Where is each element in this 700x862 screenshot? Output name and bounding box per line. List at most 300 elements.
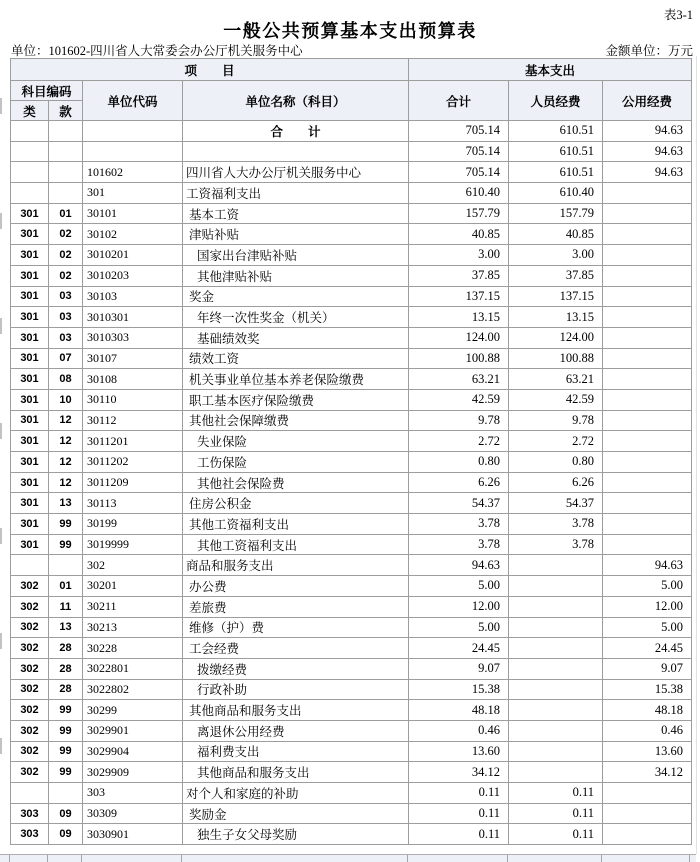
cell-class	[11, 783, 49, 804]
table-row	[11, 762, 692, 783]
cell-total: 0.11	[409, 824, 509, 845]
cell-public-expense	[603, 493, 692, 514]
cell-unit-name: 奖励金	[183, 803, 409, 824]
header-basic-expenditure: 基本支出	[409, 59, 692, 81]
cell-class: 301	[11, 389, 49, 410]
cell-personnel-expense	[509, 679, 603, 700]
cell-personnel-expense: 63.21	[509, 369, 603, 390]
cell-section: 12	[49, 431, 83, 452]
cell-public-expense: 9.07	[603, 658, 692, 679]
cell-public-expense: 34.12	[603, 762, 692, 783]
cell-class	[11, 121, 49, 142]
cell-class: 303	[11, 803, 49, 824]
cell-class: 302	[11, 762, 49, 783]
table-row	[11, 183, 692, 204]
cell-section: 03	[49, 327, 83, 348]
cell-section: 01	[49, 203, 83, 224]
cell-class: 301	[11, 472, 49, 493]
header-section: 款	[49, 101, 83, 121]
left-edge-grid-artifact	[0, 98, 2, 114]
cell-public-expense: 48.18	[603, 700, 692, 721]
table-row	[11, 286, 692, 307]
cell-total: 705.14	[409, 162, 509, 183]
cell-unit-code: 3010301	[83, 307, 183, 328]
cell-unit-name: 国家出台津贴补贴	[183, 245, 409, 266]
table-row	[11, 617, 692, 638]
cell-unit-code: 3029901	[83, 720, 183, 741]
cell-unit-name: 奖金	[183, 286, 409, 307]
cell-personnel-expense	[509, 658, 603, 679]
table-header	[11, 59, 692, 121]
header-subject-code: 科目编码	[11, 81, 83, 101]
cell-class: 302	[11, 679, 49, 700]
cell-unit-code: 301	[83, 183, 183, 204]
cell-total: 157.79	[409, 203, 509, 224]
cell-personnel-expense: 610.51	[509, 162, 603, 183]
cell-total: 5.00	[409, 576, 509, 597]
cell-public-expense	[603, 265, 692, 286]
cell-unit-name: 年终一次性奖金（机关）	[183, 307, 409, 328]
cropped-row-column-stub	[407, 855, 408, 862]
cell-total: 9.78	[409, 410, 509, 431]
cell-public-expense: 94.63	[603, 121, 692, 142]
cell-public-expense	[603, 307, 692, 328]
cell-class: 301	[11, 224, 49, 245]
table-row	[11, 679, 692, 700]
cell-unit-code: 30107	[83, 348, 183, 369]
cell-unit-code: 3010303	[83, 327, 183, 348]
cell-section: 28	[49, 638, 83, 659]
left-edge-grid-artifact	[0, 738, 2, 754]
cell-total: 124.00	[409, 327, 509, 348]
cell-unit-name: 离退休公用经费	[183, 720, 409, 741]
cell-total: 2.72	[409, 431, 509, 452]
cell-public-expense	[603, 783, 692, 804]
cell-personnel-expense: 0.11	[509, 824, 603, 845]
cell-personnel-expense	[509, 700, 603, 721]
cell-unit-name: 基本工资	[183, 203, 409, 224]
cell-public-expense: 94.63	[603, 555, 692, 576]
table-row	[11, 783, 692, 804]
table-row	[11, 472, 692, 493]
header-personnel-expense: 人员经费	[509, 81, 603, 121]
cell-unit-code: 3011209	[83, 472, 183, 493]
table-row	[11, 493, 692, 514]
cell-class: 301	[11, 514, 49, 535]
cell-unit-code: 30113	[83, 493, 183, 514]
cell-unit-code: 303	[83, 783, 183, 804]
cell-public-expense: 94.63	[603, 162, 692, 183]
cell-personnel-expense: 13.15	[509, 307, 603, 328]
cell-section: 12	[49, 452, 83, 473]
left-edge-grid-artifact	[0, 423, 2, 439]
cell-total: 34.12	[409, 762, 509, 783]
cell-unit-code: 30201	[83, 576, 183, 597]
cell-section: 03	[49, 286, 83, 307]
right-edge-grid-artifact	[696, 56, 697, 854]
cell-public-expense	[603, 514, 692, 535]
cell-personnel-expense	[509, 596, 603, 617]
cell-public-expense	[603, 410, 692, 431]
cell-class: 303	[11, 824, 49, 845]
cropped-row-column-stub	[181, 855, 182, 862]
header-class: 类	[11, 101, 49, 121]
cell-personnel-expense: 610.51	[509, 141, 603, 162]
cell-total: 48.18	[409, 700, 509, 721]
cell-unit-name: 工会经费	[183, 638, 409, 659]
cell-unit-code: 3010203	[83, 265, 183, 286]
cropped-row-column-stub	[9, 855, 10, 862]
cell-section: 28	[49, 679, 83, 700]
cell-class: 301	[11, 534, 49, 555]
cell-section: 10	[49, 389, 83, 410]
table-row	[11, 514, 692, 535]
cell-public-expense	[603, 534, 692, 555]
cell-public-expense: 13.60	[603, 741, 692, 762]
cell-total: 3.78	[409, 534, 509, 555]
cell-total: 5.00	[409, 617, 509, 638]
cell-total: 24.45	[409, 638, 509, 659]
cell-section	[49, 141, 83, 162]
cell-section: 99	[49, 534, 83, 555]
cell-total: 137.15	[409, 286, 509, 307]
header-project: 项 目	[11, 59, 409, 81]
cell-personnel-expense: 37.85	[509, 265, 603, 286]
cell-unit-code: 30112	[83, 410, 183, 431]
cell-personnel-expense: 137.15	[509, 286, 603, 307]
cell-section: 12	[49, 410, 83, 431]
cell-personnel-expense: 0.11	[509, 783, 603, 804]
cell-section: 02	[49, 245, 83, 266]
table-row	[11, 348, 692, 369]
cropped-next-row	[0, 854, 696, 862]
cell-personnel-expense	[509, 617, 603, 638]
cropped-row-column-stub	[689, 855, 690, 862]
header-unit-name: 单位名称（科目）	[183, 81, 409, 121]
cell-personnel-expense	[509, 741, 603, 762]
cell-total: 3.00	[409, 245, 509, 266]
cell-unit-code: 302	[83, 555, 183, 576]
cell-personnel-expense: 2.72	[509, 431, 603, 452]
cell-personnel-expense: 6.26	[509, 472, 603, 493]
table-row	[11, 452, 692, 473]
cell-personnel-expense: 610.51	[509, 121, 603, 142]
cell-unit-name: 工伤保险	[183, 452, 409, 473]
cell-total: 42.59	[409, 389, 509, 410]
cell-unit-name: 津贴补贴	[183, 224, 409, 245]
cell-unit-code: 3029904	[83, 741, 183, 762]
cell-section: 03	[49, 307, 83, 328]
table-number-label: 表3-1	[663, 8, 693, 22]
cell-section: 99	[49, 762, 83, 783]
cell-unit-code: 30102	[83, 224, 183, 245]
cell-unit-code: 30199	[83, 514, 183, 535]
cell-class: 301	[11, 245, 49, 266]
cell-class: 301	[11, 203, 49, 224]
cell-public-expense	[603, 452, 692, 473]
cell-unit-name: 其他工资福利支出	[183, 514, 409, 535]
cell-class	[11, 183, 49, 204]
table-row	[11, 327, 692, 348]
amount-unit-label: 金额单位：万元	[605, 44, 693, 58]
cell-personnel-expense: 54.37	[509, 493, 603, 514]
cropped-row-column-stub	[601, 855, 602, 862]
cell-unit-name: 工资福利支出	[183, 183, 409, 204]
cell-unit-code: 3022801	[83, 658, 183, 679]
header-total: 合计	[409, 81, 509, 121]
cell-section: 02	[49, 224, 83, 245]
cell-public-expense	[603, 224, 692, 245]
table-row	[11, 534, 692, 555]
cell-public-expense	[603, 472, 692, 493]
cell-section: 99	[49, 720, 83, 741]
table-row	[11, 121, 692, 142]
cell-total: 94.63	[409, 555, 509, 576]
cell-public-expense	[603, 286, 692, 307]
cell-class	[11, 141, 49, 162]
header-unit-code: 单位代码	[83, 81, 183, 121]
cell-personnel-expense: 0.80	[509, 452, 603, 473]
cell-unit-name: 基础绩效奖	[183, 327, 409, 348]
cell-unit-code: 3011202	[83, 452, 183, 473]
cell-public-expense	[603, 245, 692, 266]
cell-class: 301	[11, 369, 49, 390]
cell-public-expense	[603, 369, 692, 390]
cell-section: 13	[49, 493, 83, 514]
cell-public-expense	[603, 203, 692, 224]
cell-total: 63.21	[409, 369, 509, 390]
cell-section: 99	[49, 741, 83, 762]
cell-unit-name: 拨缴经费	[183, 658, 409, 679]
page-title: 一般公共预算基本支出预算表	[223, 21, 477, 41]
cell-class: 302	[11, 700, 49, 721]
cell-class: 301	[11, 410, 49, 431]
table-row	[11, 265, 692, 286]
cell-total: 0.11	[409, 803, 509, 824]
header-public-expense: 公用经费	[603, 81, 692, 121]
cropped-row-column-stub	[81, 855, 82, 862]
cell-section: 13	[49, 617, 83, 638]
table-row	[11, 824, 692, 845]
cell-unit-name: 福利费支出	[183, 741, 409, 762]
cell-total: 13.15	[409, 307, 509, 328]
cell-personnel-expense	[509, 762, 603, 783]
cell-unit-name: 独生子女父母奖励	[183, 824, 409, 845]
table-row	[11, 638, 692, 659]
cell-personnel-expense	[509, 720, 603, 741]
cell-class: 301	[11, 348, 49, 369]
cell-total: 3.78	[409, 514, 509, 535]
cell-public-expense	[603, 431, 692, 452]
cell-total: 610.40	[409, 183, 509, 204]
cell-unit-code: 30309	[83, 803, 183, 824]
cell-total: 0.80	[409, 452, 509, 473]
cell-public-expense	[603, 327, 692, 348]
cell-section: 08	[49, 369, 83, 390]
cell-unit-code: 3029909	[83, 762, 183, 783]
cell-class: 302	[11, 576, 49, 597]
cell-unit-name: 其他社会保障缴费	[183, 410, 409, 431]
cell-section	[49, 183, 83, 204]
cell-unit-code: 30228	[83, 638, 183, 659]
cell-class: 302	[11, 741, 49, 762]
cell-public-expense: 24.45	[603, 638, 692, 659]
cell-total: 13.60	[409, 741, 509, 762]
cell-total: 705.14	[409, 141, 509, 162]
table-row	[11, 203, 692, 224]
table-row	[11, 720, 692, 741]
table-row	[11, 162, 692, 183]
table-row	[11, 410, 692, 431]
sub-header-line	[11, 41, 693, 59]
cell-unit-code: 30213	[83, 617, 183, 638]
table-row	[11, 431, 692, 452]
cell-unit-name: 其他商品和服务支出	[183, 762, 409, 783]
cell-total: 40.85	[409, 224, 509, 245]
cell-unit-code	[83, 141, 183, 162]
left-edge-grid-artifact	[0, 633, 2, 649]
cell-unit-name: 维修（护）费	[183, 617, 409, 638]
cell-unit-name: 失业保险	[183, 431, 409, 452]
cell-section: 09	[49, 803, 83, 824]
cell-class: 302	[11, 658, 49, 679]
budget-table	[10, 58, 692, 845]
table-row	[11, 700, 692, 721]
cell-section: 99	[49, 700, 83, 721]
cell-unit-code: 30108	[83, 369, 183, 390]
cell-class: 301	[11, 493, 49, 514]
table-row	[11, 224, 692, 245]
cell-class: 302	[11, 720, 49, 741]
cell-public-expense: 5.00	[603, 617, 692, 638]
cell-personnel-expense	[509, 555, 603, 576]
table-row	[11, 389, 692, 410]
cell-class: 301	[11, 265, 49, 286]
cell-unit-code: 30110	[83, 389, 183, 410]
cell-total: 100.88	[409, 348, 509, 369]
cell-unit-name: 办公费	[183, 576, 409, 597]
table-row	[11, 141, 692, 162]
left-edge-grid-artifact	[0, 213, 2, 229]
cell-personnel-expense: 3.00	[509, 245, 603, 266]
left-edge-grid-artifact	[0, 528, 2, 544]
cell-section	[49, 555, 83, 576]
cell-class	[11, 555, 49, 576]
cell-class	[11, 162, 49, 183]
cell-total: 54.37	[409, 493, 509, 514]
cell-section: 07	[49, 348, 83, 369]
left-edge-grid-artifact	[0, 318, 2, 334]
cell-class: 302	[11, 638, 49, 659]
cell-section: 11	[49, 596, 83, 617]
cell-personnel-expense: 157.79	[509, 203, 603, 224]
cell-personnel-expense: 0.11	[509, 803, 603, 824]
cell-public-expense	[603, 183, 692, 204]
cell-personnel-expense: 40.85	[509, 224, 603, 245]
cell-unit-name: 商品和服务支出	[183, 555, 409, 576]
cell-total: 9.07	[409, 658, 509, 679]
cell-class: 301	[11, 307, 49, 328]
cell-section: 01	[49, 576, 83, 597]
cell-unit-name: 住房公积金	[183, 493, 409, 514]
cell-public-expense	[603, 389, 692, 410]
cell-unit-code: 3022802	[83, 679, 183, 700]
table-row	[11, 245, 692, 266]
cell-unit-name: 绩效工资	[183, 348, 409, 369]
table-row	[11, 803, 692, 824]
cell-class: 301	[11, 327, 49, 348]
cell-section: 99	[49, 514, 83, 535]
table-row	[11, 555, 692, 576]
cell-unit-code: 3011201	[83, 431, 183, 452]
cell-class: 301	[11, 452, 49, 473]
cell-public-expense: 0.46	[603, 720, 692, 741]
cell-section: 02	[49, 265, 83, 286]
cell-personnel-expense: 124.00	[509, 327, 603, 348]
cell-personnel-expense: 9.78	[509, 410, 603, 431]
table-row	[11, 658, 692, 679]
cell-unit-name: 合 计	[183, 121, 409, 142]
cell-total: 37.85	[409, 265, 509, 286]
cell-unit-name: 差旅费	[183, 596, 409, 617]
cell-unit-code: 30299	[83, 700, 183, 721]
cell-unit-name: 行政补助	[183, 679, 409, 700]
cell-unit-code: 3030901	[83, 824, 183, 845]
cell-unit-code: 30211	[83, 596, 183, 617]
cell-section	[49, 162, 83, 183]
cell-public-expense: 94.63	[603, 141, 692, 162]
cell-total: 0.46	[409, 720, 509, 741]
cell-unit-name: 职工基本医疗保险缴费	[183, 389, 409, 410]
cell-unit-code	[83, 121, 183, 142]
table-body	[11, 121, 692, 845]
cell-section: 28	[49, 658, 83, 679]
cell-public-expense: 5.00	[603, 576, 692, 597]
unit-label: 单位：101602-四川省人大常委会办公厅机关服务中心	[11, 44, 303, 58]
cell-total: 12.00	[409, 596, 509, 617]
cell-personnel-expense: 3.78	[509, 514, 603, 535]
cell-personnel-expense: 610.40	[509, 183, 603, 204]
table-row	[11, 596, 692, 617]
cropped-row-column-stub	[507, 855, 508, 862]
cell-total: 0.11	[409, 783, 509, 804]
cell-class: 302	[11, 617, 49, 638]
cell-personnel-expense: 42.59	[509, 389, 603, 410]
cell-public-expense	[603, 348, 692, 369]
cell-public-expense	[603, 803, 692, 824]
cell-personnel-expense	[509, 576, 603, 597]
cell-unit-name: 对个人和家庭的补助	[183, 783, 409, 804]
cell-section: 12	[49, 472, 83, 493]
table-row	[11, 741, 692, 762]
cell-total: 705.14	[409, 121, 509, 142]
cell-personnel-expense	[509, 638, 603, 659]
cell-unit-code: 101602	[83, 162, 183, 183]
cell-unit-name: 其他商品和服务支出	[183, 700, 409, 721]
cell-public-expense: 15.38	[603, 679, 692, 700]
cell-unit-code: 3010201	[83, 245, 183, 266]
cell-unit-code: 30101	[83, 203, 183, 224]
table-row	[11, 307, 692, 328]
cell-unit-name: 其他工资福利支出	[183, 534, 409, 555]
cell-class: 301	[11, 286, 49, 307]
cell-section: 09	[49, 824, 83, 845]
cell-section	[49, 121, 83, 142]
cropped-row-column-stub	[47, 855, 48, 862]
cell-public-expense	[603, 824, 692, 845]
cell-personnel-expense: 100.88	[509, 348, 603, 369]
cell-class: 302	[11, 596, 49, 617]
